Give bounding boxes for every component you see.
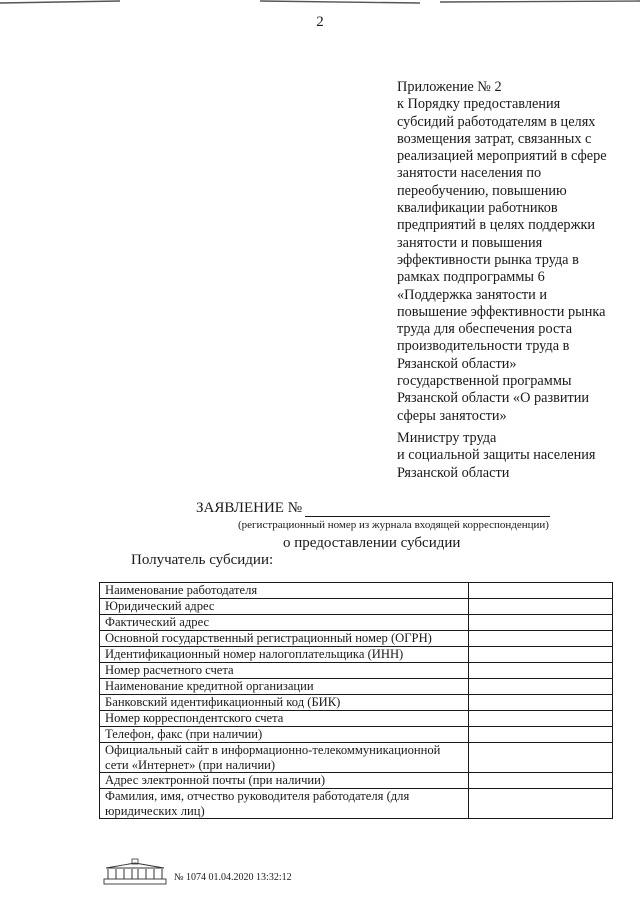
addressee-line: Министру труда — [397, 430, 497, 446]
table-row — [100, 773, 613, 789]
appendix-header — [397, 79, 622, 425]
field-value[interactable] — [468, 743, 612, 773]
field-value[interactable] — [468, 583, 612, 599]
field-label: Идентификационный номер налогоплательщика (ИНН) — [100, 647, 469, 663]
table-row — [100, 711, 613, 727]
field-value[interactable] — [468, 679, 612, 695]
scan-edge-mark — [0, 0, 640, 10]
table-row — [100, 679, 613, 695]
field-value[interactable] — [468, 727, 612, 743]
appendix-line: занятости и повышения — [397, 234, 543, 251]
footer-registration-stamp: № 1074 01.04.2020 13:32:12 — [174, 872, 292, 883]
statement-title: ЗАЯВЛЕНИЕ № — [196, 500, 303, 516]
table-row — [100, 599, 613, 615]
addressee-block — [397, 430, 595, 482]
field-label: Фактический адрес — [100, 615, 469, 631]
table-row — [100, 695, 613, 711]
field-label: Телефон, факс (при наличии) — [100, 727, 469, 743]
table-row — [100, 615, 613, 631]
table-row — [100, 663, 613, 679]
field-label: Наименование кредитной организации — [100, 679, 469, 695]
field-value[interactable] — [468, 789, 612, 819]
field-value[interactable] — [468, 647, 612, 663]
appendix-line: повышение эффективности рынка — [397, 303, 606, 320]
registration-number-field[interactable] — [305, 516, 550, 517]
appendix-line: реализацией мероприятий в сфере — [397, 148, 607, 165]
appendix-line: квалификации работников — [397, 200, 558, 217]
appendix-line: субсидий работодателям в целях — [397, 113, 596, 130]
field-label: Номер корреспондентского счета — [100, 711, 469, 727]
field-value[interactable] — [468, 615, 612, 631]
appendix-line: рамках подпрограммы 6 — [397, 269, 545, 286]
field-value[interactable] — [468, 773, 612, 789]
appendix-line: к Порядку предоставления — [397, 96, 561, 113]
addressee-line: и социальной защиты населения — [397, 447, 596, 464]
field-value[interactable] — [468, 711, 612, 727]
appendix-line: производительности труда в — [397, 338, 570, 355]
addressee-line: Рязанской области — [397, 464, 510, 481]
field-label: Юридический адрес — [100, 599, 469, 615]
page-number: 2 — [316, 14, 324, 30]
field-label: Основной государственный регистрационный номер (ОГРН) — [100, 631, 469, 647]
appendix-line: «Поддержка занятости и — [397, 286, 548, 303]
registration-number-hint: (регистрационный номер из журнала входящей корреспонденции) — [238, 519, 549, 531]
table-row — [100, 631, 613, 647]
table-row — [100, 583, 613, 599]
appendix-line: государственной программы — [397, 373, 572, 390]
table-row — [100, 743, 613, 773]
appendix-line: Приложение № 2 — [397, 79, 502, 95]
field-label: Наименование работодателя — [100, 583, 469, 599]
field-label: Адрес электронной почты (при наличии) — [100, 773, 469, 789]
field-value[interactable] — [468, 695, 612, 711]
field-label: Номер расчетного счета — [100, 663, 469, 679]
appendix-line: возмещения затрат, связанных с — [397, 130, 592, 147]
statement-subject: о предоставлении субсидии — [283, 535, 461, 551]
field-label: Банковский идентификационный код (БИК) — [100, 695, 469, 711]
appendix-line: эффективности рынка труда в — [397, 251, 579, 268]
field-value[interactable] — [468, 631, 612, 647]
appendix-line: труда для обеспечения роста — [397, 321, 573, 338]
field-label: Фамилия, имя, отчество руководителя работодателя (для юридических лиц) — [100, 789, 469, 819]
field-value[interactable] — [468, 599, 612, 615]
recipient-label: Получатель субсидии: — [131, 552, 274, 568]
government-building-icon — [102, 858, 168, 886]
appendix-line: сферы занятости» — [397, 407, 507, 424]
table-row — [100, 647, 613, 663]
recipient-details-table — [99, 582, 613, 819]
field-value[interactable] — [468, 663, 612, 679]
table-row — [100, 789, 613, 819]
appendix-line: предприятий в целях поддержки — [397, 217, 596, 234]
appendix-line: Рязанской области «О развитии — [397, 390, 590, 407]
field-label: Официальный сайт в информационно-телекоммуникационной сети «Интернет» (при наличии) — [100, 743, 469, 773]
appendix-line: занятости населения по — [397, 165, 542, 182]
appendix-line: Рязанской области» — [397, 355, 517, 372]
appendix-line: переобучению, повышению — [397, 182, 567, 199]
table-row — [100, 727, 613, 743]
